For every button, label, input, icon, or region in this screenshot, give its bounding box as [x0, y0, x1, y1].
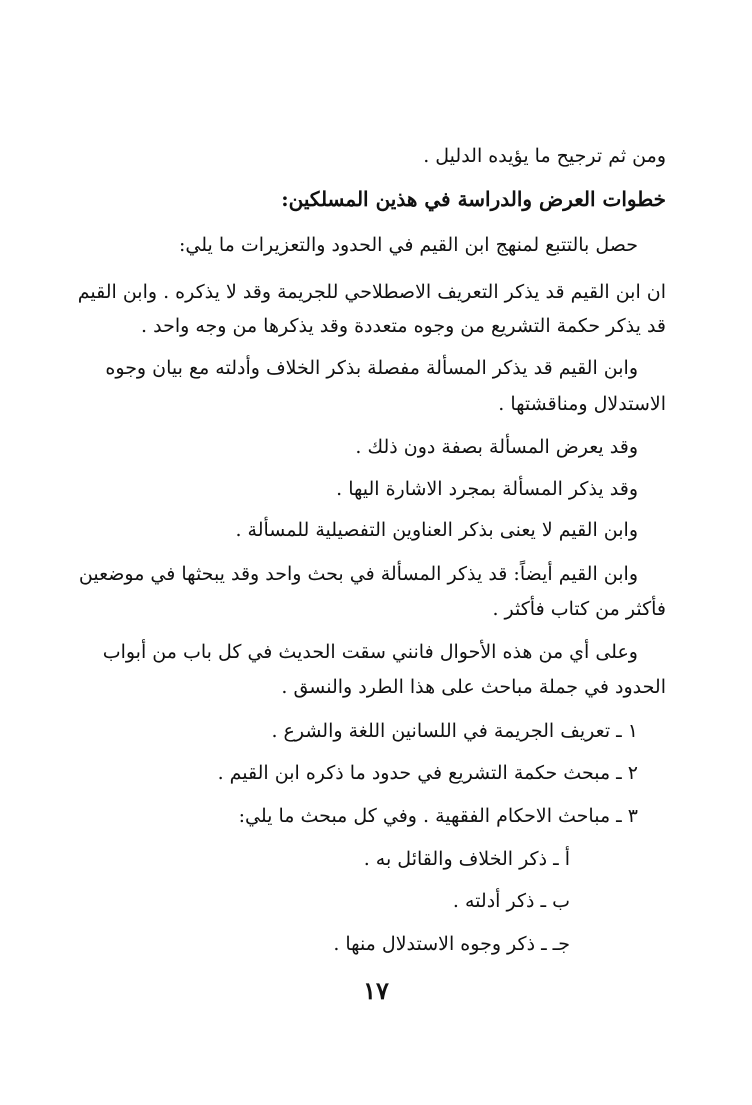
paragraph-line: فأكثر من كتاب فأكثر . — [492, 598, 666, 620]
page-number: ١٧ — [363, 976, 389, 1005]
paragraph-line: وقد يذكر المسألة بمجرد الاشارة اليها . — [336, 478, 638, 500]
paragraph-line: وابن القيم لا يعنى بذكر العناوين التفصيلية للمسألة . — [235, 519, 638, 541]
numbered-item: ٣ ـ مباحث الاحكام الفقهية . وفي كل مبحث ما يلي: — [238, 805, 638, 827]
lettered-item: أ ـ ذكر الخلاف والقائل به . — [363, 848, 570, 870]
numbered-item: ١ ـ تعريف الجريمة في اللسانين اللغة والشرع . — [271, 720, 638, 742]
lettered-item: جـ ـ ذكر وجوه الاستدلال منها . — [333, 933, 570, 955]
lettered-item: ب ـ ذكر أدلته . — [452, 890, 570, 912]
intro-line: ومن ثم ترجيح ما يؤيده الدليل . — [423, 145, 666, 167]
paragraph-line: وقد يعرض المسألة بصفة دون ذلك . — [355, 436, 638, 458]
paragraph-line: وابن القيم أيضاً: قد يذكر المسألة في بحث واحد وقد يبحثها في موضعين — [78, 563, 638, 585]
paragraph-line: وعلى أي من هذه الأحوال فانني سقت الحديث في كل باب من أبواب — [102, 641, 638, 663]
paragraph-line: قد يذكر حكمة التشريع من وجوه متعددة وقد يذكرها من وجه واحد . — [141, 315, 666, 337]
numbered-item: ٢ ـ مبحث حكمة التشريع في حدود ما ذكره ابن القيم . — [217, 762, 638, 784]
section-heading: خطوات العرض والدراسة في هذين المسلكين: — [281, 187, 666, 211]
paragraph-line: وابن القيم قد يذكر المسألة مفصلة بذكر الخلاف وأدلته مع بيان وجوه — [105, 357, 638, 379]
paragraph-line: حصل بالتتبع لمنهج ابن القيم في الحدود والتعزيرات ما يلي: — [179, 234, 638, 256]
paragraph-line: الاستدلال ومناقشتها . — [498, 393, 666, 415]
paragraph-line: ان ابن القيم قد يذكر التعريف الاصطلاحي للجريمة وقد لا يذكره . وابن القيم — [77, 281, 666, 303]
paragraph-line: الحدود في جملة مباحث على هذا الطرد والنسق . — [281, 676, 666, 698]
